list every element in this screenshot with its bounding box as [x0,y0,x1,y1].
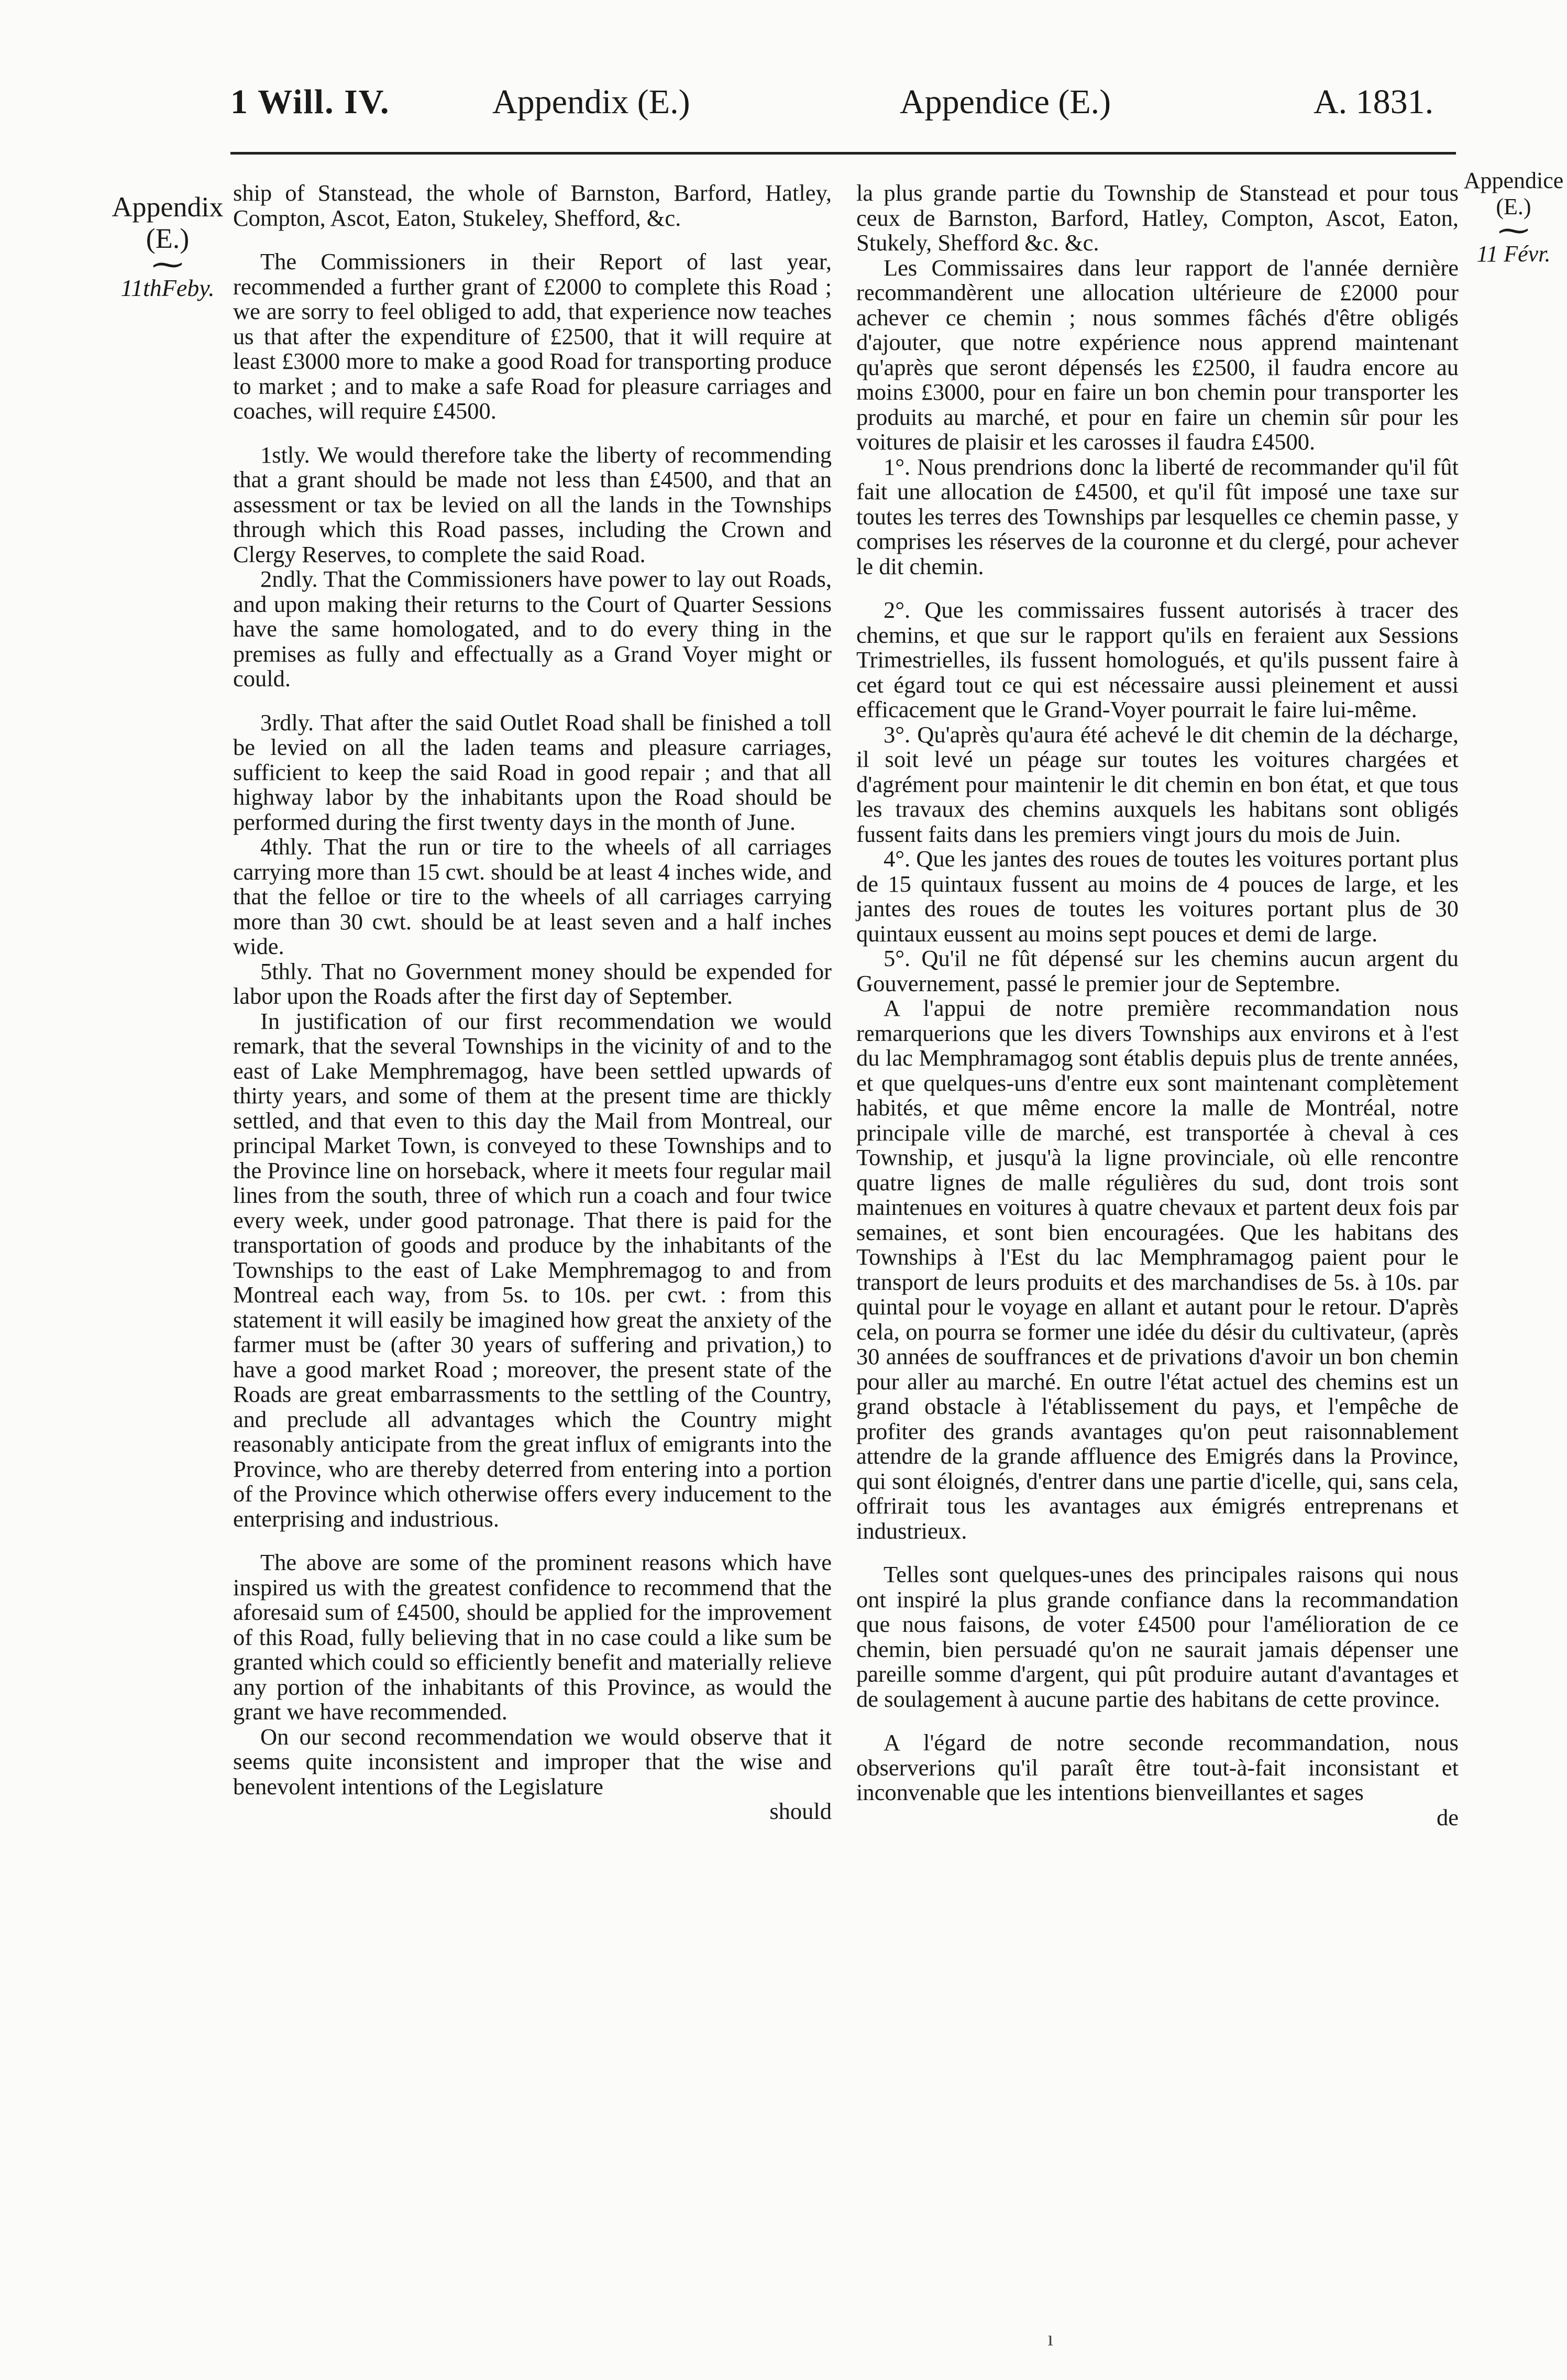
fr-paragraph: 3°. Qu'après qu'aura été achevé le dit chemin de la décharge, il soit levé un péage sur toutes les voitures chargées et d'agrément pour maintenir le dit chemin en bon état, et que tous les travaux des chemins auxquels les habitans sont obligés fussent faits dans les premiers vingt jours du mois de Juin. [856,721,1459,847]
margin-right-brace: ⁓ [1498,213,1529,248]
margin-right-label: Appendice [1463,168,1564,193]
fr-paragraph: 2°. Que les commissaires fussent autorisés à tracer des chemins, et que sur le rapport qu'ils en feraient aux Sessions Trimestrielles, ils fussent homologués, et qu'ils pussent faire à cet égard tout ce qui est nécessaire aussi pleinement et aussi efficacement que le Grand-Voyer pourrait le faire lui-même. [856,597,1459,722]
en-paragraph: 5thly. That no Government money should be expended for labor upon the Roads after the first day of September. [233,958,832,1009]
margin-right-sub: (E.) [1496,194,1531,220]
fr-paragraph: A l'égard de notre seconde recommandation, nous observerions qu'il paraît être tout-à-fait inconsistant et inconvenable que les intentions bienveillantes et sages [856,1729,1459,1805]
fr-paragraph: la plus grande partie du Township de Stanstead et pour tous ceux de Barnston, Barford, Hatley, Compton, Ascot, Eaton, Stukely, Shefford &c. &c. [856,180,1459,256]
en-paragraph: In justification of our first recommendation we would remark, that the several Townships in the vicinity of and to the east of Lake Memphremagog, have been settled upwards of thirty years, and some of them at the present time are thickly settled, and that even to this day the Mail from Montreal, our principal Market Town, is conveyed to these Townships and to the Province line on horseback, where it meets four regular mail lines from the south, three of which run a coach and four twice every week, under good patronage. That there is paid for the transportation of goods and produce by the inhabitants of the Townships to the east of Lake Memphremagog to and from Montreal each way, from 5s. to 10s. per cwt. : from this statement it will easily be imagined how great the anxiety of the farmer must be (after 30 years of suffering and privation,) to have a good market Road ; moreover, the present state of the Roads are great embarrassments to the settling of the Country, and preclude all advantages which the Country might reasonably anticipate from the great influx of emigrants into the Province, who are thereby deterred from entering into a portion of the Province which otherwise offers every inducement to the enterprising and industrious. [233,1007,832,1532]
fr-catchword: de [1436,1804,1459,1830]
en-paragraph: 1stly. We would therefore take the liberty of recommending that a grant should be made not less than £4500, and that an assessment or tax be levied on all the lands in the Townships through which this Road passes, including the Crown and Clergy Reserves, to complete the said Road. [233,441,832,567]
header-appendix-fr: Appendice (E.) [900,83,1111,121]
header-year: A. 1831. [1314,83,1434,121]
en-paragraph: 2ndly. That the Commissioners have power to lay out Roads, and upon making their returns to the Court of Quarter Sessions have the same homologated, and to do every thing in the premises as fully and effectually as a Grand Voyer might or could. [233,566,832,692]
en-paragraph: 4thly. That the run or tire to the wheels of all carriages carrying more than 15 cwt. should be at least 4 inches wide, and that the felloe or tire to the wheels of all carriages carrying more than 30 cwt. should be at least seven and a half inches wide. [233,833,832,959]
en-catchword: should [769,1798,832,1824]
stray-mark: ı [1047,2327,1054,2350]
fr-paragraph: Les Commissaires dans leur rapport de l'année dernière recommandèrent une allocation ultérieure de £2000 pour achever ce chemin ; nous sommes fâchés d'être obligés d'ajouter, que notre expérience nous apprend maintenant qu'après que seront dépensés les £2500, il faudra encore au moins £3000, pour en faire un bon chemin pour transporter les produits au marché, et pour en faire un chemin sûr pour les voitures de plaisir et les carosses il faudra £4500. [856,254,1459,455]
fr-paragraph: 5°. Qu'il ne fût dépensé sur les chemins aucun argent du Gouvernement, passé le premier jour de Septembre. [856,945,1459,996]
header-rule [230,152,1456,155]
running-header [0,79,1567,136]
en-paragraph: The Commissioners in their Report of last year, recommended a further grant of £2000 to complete this Road ; we are sorry to feel obliged to add, that experience now teaches us that after the expenditure of £2500, that it will require at least £3000 more to make a good Road for transporting produce to market ; and to make a safe Road for pleasure carriages and coaches, will require £4500. [233,248,832,424]
en-paragraph: The above are some of the prominent reasons which have inspired us with the greatest confidence to recommend that the aforesaid sum of £4500, should be applied for the improvement of this Road, fully believing that in no case could a like sum be granted which could so efficiently benefit and materially relieve any portion of the inhabitants of this Province, as would the grant we have recommended. [233,1549,832,1725]
margin-left-label: Appendix [112,191,224,223]
margin-left-date: 11thFeby. [120,275,215,301]
fr-paragraph: 1°. Nous prendrions donc la liberté de recommander qu'il fût fait une allocation de £4500, et qu'il fût imposé une taxe sur toutes les terres des Townships par lesquelles ce chemin passe, y comprises les réserves de la couronne et du clergé, pour achever le dit chemin. [856,453,1459,579]
fr-paragraph: Telles sont quelques-unes des principales raisons qui nous ont inspiré la plus grande confiance dans la recommandation que nous faisons, de voter £4500 pour l'amélioration de ce chemin, bien persuadé qu'on ne saurait jamais dépenser une pareille somme d'argent, qui pût produire autant d'avantages et de soulagement à aucune partie des habitans de cette province. [856,1561,1459,1712]
margin-note-right [1461,168,1566,267]
margin-note-left [107,191,228,302]
en-paragraph: On our second recommendation we would observe that it seems quite inconsistent and improper that the wise and benevolent intentions of the Legislature [233,1723,832,1800]
french-column [856,181,1459,1830]
fr-paragraph: 4°. Que les jantes des roues de toutes les voitures portant plus de 15 quintaux fussent au moins de 4 pouces de large, et les jantes des roues de toutes les voitures portant plus de 30 quintaux eussent au moins sept pouces et demi de large. [856,846,1459,947]
fr-paragraph: A l'appui de notre première recommandation nous remarquerions que les divers Townships aux environs et à l'est du lac Memphramagog sont établis depuis plus de trente années, et que quelques-uns d'entre eux sont maintenant complètement habités, et que même encore la malle de Montréal, notre principale ville de marché, est transportée à cheval à ces Township, et jusqu'à la ligne provinciale, où elle rencontre quatre lignes de malle régulières du sud, dont trois sont maintenues en voitures à quatre chevaux et partent deux fois par semaines, et sont bien encouragées. Que les habitans des Townships à l'Est du lac Memphramagog paient pour le transport de leurs produits et des marchandises de 5s. à 10s. par quintal pour le voyage en allant et autant pour le retour. D'après cela, on pourra se former une idée du désir du cultivateur, (après 30 années de souffrances et de privations d'avoir un bon chemin pour aller au marché. En outre l'état actuel des chemins est un grand obstacle à l'établissement du pays, et l'empêche de profiter des grands avantages qu'on peut raisonnablement attendre de la grande affluence des Emigrés dans la Province, qui sont éloignés, d'entrer dans une partie d'icelle, qui, sans cela, offrirait tous les avantages aux émigrés entreprenans et industrieux. [856,995,1459,1544]
header-reign: 1 Will. IV. [230,83,390,121]
en-paragraph: ship of Stanstead, the whole of Barnston, Barford, Hatley, Compton, Ascot, Eaton, Stukeley, Shefford, &c. [233,180,832,231]
margin-left-brace: ⁓ [152,247,183,282]
margin-left-sub: (E.) [146,223,190,254]
header-appendix-en: Appendix (E.) [492,83,690,121]
english-column [233,181,832,1824]
en-paragraph: 3rdly. That after the said Outlet Road shall be finished a toll be levied on all the laden teams and pleasure carriages, sufficient to keep the said Road in good repair ; and that all highway labor by the inhabitants upon the Road should be performed during the first twenty days in the month of June. [233,709,832,835]
margin-right-date: 11 Févr. [1476,241,1551,267]
